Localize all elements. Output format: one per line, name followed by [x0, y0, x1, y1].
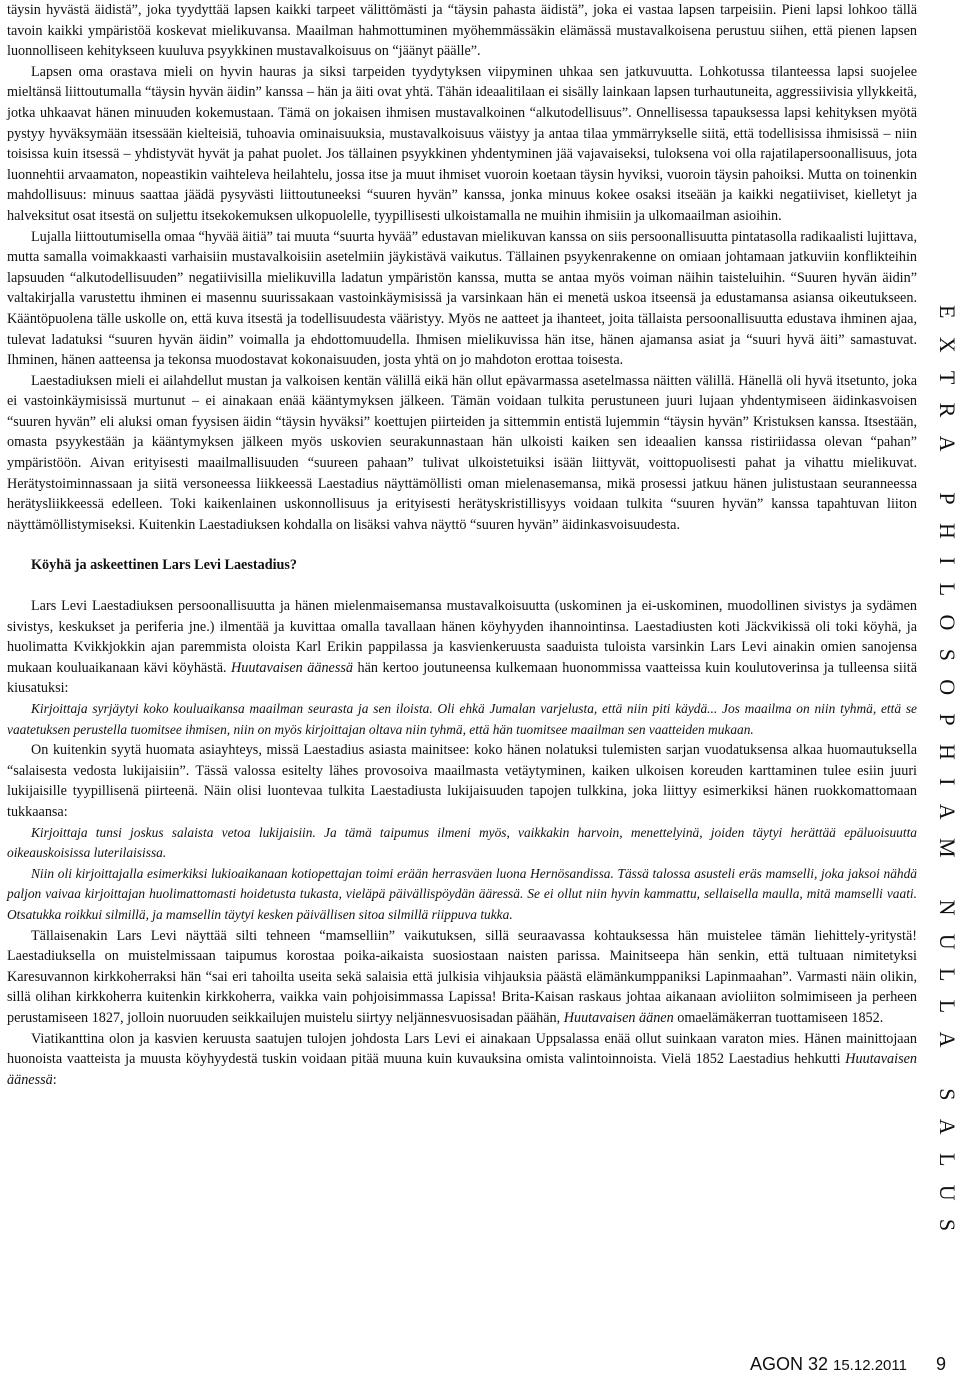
paragraph [7, 596, 917, 699]
book-title: Huutavaisen äänen [563, 1009, 674, 1026]
paragraph-text: hän kertoo joutuneensa kulkemaan huonommissa vaatteissa kuin koulutoverinsa ja tulleensa siitä kiusatuksi: [7, 659, 918, 697]
book-title: Huutavaisen äänessä [7, 1051, 917, 1088]
section-heading: Köyhä ja askeettinen Lars Levi Laestadius? [31, 557, 298, 574]
sidebar-motto: EXTRA PHILOSOPHIAM NULLA SALUS [935, 305, 960, 1250]
paragraph-text: Tällaisenakin Lars Levi näyttää silti tehneen “mamselliin” vaikutuksen, sillä seuraavassa kohtauksessa hän muistelee tämän liehittely-yritystä! Laestadiuksella on muistelmissaan taipumus korostaa poika-aikaista suosiostaan naisten parissa. Mainitseepa hän senkin, että tultuaan nimitetyksi Karesuvannon kirkkoherraksi hän “sai eri tahoilta useita sekä salaisia että julkisia vihjauksia päästä elämänkumppaniksi Lapinmaahan”. Varmasti näin olikin, sillä olihan kirkkoherra kuitenkin kirkkoherra, vaikka vain pohjoisimmassa Lapissa! Brita-Kaisan raskaus johtaa aikanaan avioliiton solmimiseen ja perheen perustamiseen 1827, jolloin nuoruuden seikkailujen muistelu siirtyy neljännesvuosisadan päähän, [7, 927, 917, 1026]
paragraph-text: : [52, 1071, 57, 1088]
paragraph-text: Lars Levi Laestadiuksen persoonallisuutta ja hänen mielenmaisemansa mustavalkoisuutta (uskominen ja ei-uskominen, muodollinen sivistys ja sydämen sivistys, keskukset ja periferia jne.) ilmentää ja kuvittaa omalla tavallaan hänen köyhyyden ihannointinsa. Laestadiusten koti Jäckvikissä oli toki köyhä, ja huolimatta Kvikkjokkin ajan paremmista oloista Karl Erikin pappilassa ja kasvienkeruusta saaduista tuloista varsinkin Lars Levi ainakin omien sanojensa mukaan kouluaikanaan kävi köyhästä. [7, 598, 917, 676]
paragraph-text: Viatikanttina olon ja kasvien keruusta saatujen tulojen johdosta Lars Levi ei ainakaan Uppsalassa enää ollut suinkaan varaton mies. Hänen mainittojaan huonoista vaatteista ja muusta köyhyydestä tuskin voidaan pitää muuna kuin kuvauksina omista valintoinnoista. Vielä 1852 Laestadius hehkutti [7, 1030, 917, 1068]
page-footer [750, 1354, 946, 1375]
paragraph: täysin hyvästä äidistä”, joka tyydyttää lapsen kaikki tarpeet välittömästi ja “täysin pahasta äidistä”, joka ei vastaa lapsen tarpeisiin. Pieni lapsi lohkoo tällä tavoin kaikki ympäristöä koskevat mielikuvansa. Maailman hahmottuminen myöhemmässäkin elämässä mustavalkoisena perustuu siihen, että pienen lapsen luonnolliseen kehitykseen kuuluva psyykkinen mustavalkoisuus on “jäänyt päälle”. [7, 2, 917, 60]
paragraph: On kuitenkin syytä huomata asiayhteys, missä Laestadius asiasta mainitsee: koko hänen nolatuksi tulemisten sarjan vuodatuksensa alkaa huomautuksella “salaisesta vedosta lukijaisiin”. Tässä valossa esitelty lähes provosoiva maailmasta vetäytyminen, kaiken ulkoisen koreuden karttaminen tulee esiin juuri lukijaisille tyypillisenä piirteenä. Näin olisi luontevaa tulkita Laestadiusta lukijaisuuden tapojen tulkkina, joka liittyy esimerkiksi hänen ruokkomattomaan tukkaansa: [7, 742, 917, 820]
paragraph [7, 926, 917, 1029]
block-quote: Kirjoittaja tunsi joskus salaista vetoa lukijaisiin. Ja tämä taipumus ilmeni myös, vaikkakin harvoin, menettelyinä, joiden täytyi herättää epäluoisuutta oikeauskoisissa luterilaisissa. [7, 824, 917, 861]
paragraph: Lapsen oma orastava mieli on hyvin hauras ja siksi tarpeiden tyydytyksen viipyminen uhkaa sen jatkuvuutta. Lohkotussa tilanteessa lapsi suojelee mieltänsä liittoutumalla “täysin hyvän äidin” kanssa – hän ja äiti ovat yhtä. Tähän ideaalitilaan ei sisälly lainkaan lapsen turhautuneita, aggressiivisia yllykkeitä, jotka uhkaavat hänen minuuden kokemustaan. Tämä on jokaisen ihmisen mustavalkoinen “alkutodellisuus”. Onnellisessa tapauksessa lapsi kehityksen myötä pystyy hyväksymään itsessään kielteisiä, tuhoavia ominaisuuksia, mustavalkoisuus väistyy ja antaa tilaa ymmärrykselle siitä, että todellisissa ihmisissä – niin toisissa kuin itsessä – yhdistyvät hyvät ja pahat puolet. Jos tällainen psyykkinen yhdentyminen jää vajavaiseksi, tuloksena voi olla rajatilapersoonallisuus, jota luonnehtii arvaamaton, nopeastikin vaihteleva heilahtelu, jossa itse ja muut ihmiset vuoroin koetaan täysin hyviksi, vuoroin täysin pahoiksi. Mutta on toinenkin mahdollisuus: minuus saattaa jäädä pysyvästi liittoutuneeksi “suuren hyvän” kanssa, jonka minuus kokee osaksi itseään ja kaikki negatiiviset, kielletyt ja halveksitut osat itsestä on suljettu itsekokemuksen ulkopuolelle, tyypillisesti ulkoistamalla ne muihin ihmisiin ja ulkomaailman asioihin. [7, 63, 917, 224]
magazine-name: AGON 32 [749, 1354, 828, 1374]
page-number: 9 [935, 1354, 946, 1374]
issue-date: 15.12.2011 [833, 1357, 907, 1374]
paragraph: Laestadiuksen mieli ei ailahdellut mustan ja valkoisen kentän välillä eikä hän ollut epävarmassa asetelmassa näitten välillä. Hänellä oli hyvä itsetunto, joka ei vastoinkäymisissä murtunut – ei ainakaan enää kääntymyksen jälkeen. Tämän voidaan tulkita perustuneen juuri lujaan yhdentymiseen äidinkasvoisen “suuren hyvän” eli aluksi oman fyysisen äidin “täysin hyväksi” koettujen piirteiden ja sittemmin entistä lujemmin “täysin hyvän” Kristuksen kanssa. Itsestään, omasta psyykestään ja kääntymyksen jälkeen myös uskovien seurakunnastaan hän ulkoisti kaiken sen ideaalien kanssa ristiriidassa olevan “pahan” ympäristöön. Aivan erityisesti maailmallisuuden “suureen pahaan” tulivat ulkoistetuiksi isään liittyvät, voittopuolisesti pahat ja vihattu mielikuvat. Herätystoiminnassaan ja siitä versoneessa liikkeessä Laestadius näyttämöllisti oman mielenasemansa, mikä prosessi jatkuu hänen julistustaan seuranneessa herätysliikkeessä edelleen. Toki kaikenlainen uskonnollisuus ja erityisesti herätyskristillisyys voidaan tulkita “suuren hyvän” kanssa tapahtuvan liiton näyttämöllistymiseksi. Kuitenkin Laestadiuksen kohdalla on lisäksi vahva näyttö “suuren hyvän” äidinkasvoisuudesta. [7, 372, 917, 533]
block-quote: Kirjoittaja syrjäytyi koko kouluaikansa maailman seurasta ja sen iloista. Oli ehkä Jumalan varjelusta, että niin piti käydä... Jos maailma on niin tyhmä, että se vaatetuksen perustella tuomitsee ihmisen, niin on myös kirjoittajan oltava niin tyhmä, että hän tuomitsee maailman sen vaatteiden mukaan. [7, 701, 917, 737]
book-title: Huutavaisen äänessä [231, 659, 353, 676]
block-quote: Niin oli kirjoittajalla esimerkiksi lukioaikanaan kotiopettajan toimi erään herrasväen luona Hernösandissa. Tässä talossa asusteli eräs mamselli, joka jaksoi nähdä paljon vaivaa kirjoittajan huolimattomasti hoidetusta tukasta, vieläpä päivällispöydän ääressä. Se ei ollut niin hyvin kammattu, sellaisella maulla, mitä mamselli vaati. Otsatukka roikkui silmillä, ja mamsellin täytyi kesken päivällisen sitoa silmillä riippuva tukka. [7, 865, 917, 922]
paragraph-text: omaelämäkerran tuottamiseen 1852. [673, 1009, 884, 1026]
paragraph [7, 1029, 917, 1091]
paragraph: Lujalla liittoutumisella omaa “hyvää äitiä” tai muuta “suurta hyvää” edustavan mielikuvan kanssa on siis persoonallisuutta pintatasolla radikaalisti lujittava, mutta samalla voimakkaasti varhaisiin mustavalkoisiin asetelmiin jäykistävä vaikutus. Tällainen psyykenrakenne on omiaan johtamaan jatkuviin konflikteihin lapsuuden “alkutodellisuuden” negatiivisilla mielikuvilla ladatun ympäristön kanssa, mutta se antaa myös voiman näihin taisteluihin. “Suuren hyvän äidin” valtakirjalla varustettu ihminen ei masennu suurissakaan vastoinkäymisissä ja varsinkaan hän ei menetä uskoa itseensä ja edustamansa asiansa oikeutukseen. Kääntöpuolena tälle uskolle on, että kuva itsestä ja todellisuudesta vääristyy. Myös ne aatteet ja ihanteet, joita tällaista persoonallisuutta edustava ihminen ajaa, tulevat ladatuksi “suuren hyvän äidin” voimalla ja ehdottomuudella. Ihmisen mielikuvissa hän itse, hänen ajamansa asiat ja “suuri hyvä äiti” samastuvat. Ihminen, hänen aatteensa ja tekonsa muodostavat kokonaisuuden, josta yhtä on jo mahdoton erottaa toisesta. [7, 228, 917, 369]
article-body [7, 0, 917, 1090]
